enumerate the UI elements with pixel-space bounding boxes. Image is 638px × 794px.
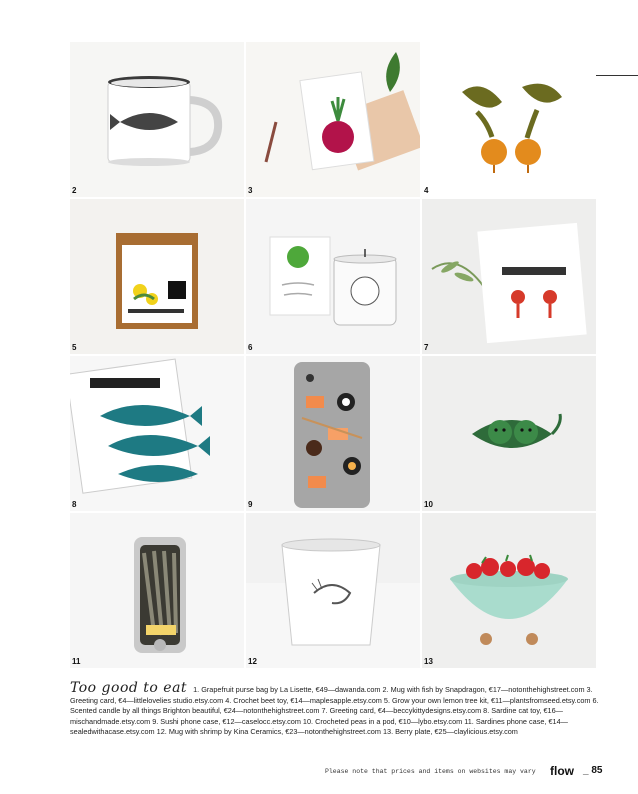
beet-card-icon (246, 42, 420, 197)
shrimp-mug-icon (246, 513, 420, 668)
product-12[interactable] (246, 513, 420, 668)
product-11[interactable] (70, 513, 244, 668)
item-number: 7 (424, 343, 429, 352)
page-footer (0, 764, 638, 780)
product-2[interactable] (70, 42, 244, 197)
fish-mug-icon (70, 42, 244, 197)
lobster-card-icon (422, 199, 596, 354)
scented-candle-icon (246, 199, 420, 354)
footer-note: Please note that prices and items on websites may vary (325, 768, 536, 775)
item-number: 2 (72, 186, 77, 195)
sardines-case-icon (70, 513, 244, 668)
caption-block (70, 680, 600, 738)
item-number: 5 (72, 343, 77, 352)
page-number: _ 85 (583, 765, 603, 776)
product-5[interactable] (70, 199, 244, 354)
product-10[interactable] (422, 356, 596, 511)
product-6[interactable] (246, 199, 420, 354)
item-number: 13 (424, 657, 433, 666)
product-grid (70, 42, 596, 668)
item-number: 4 (424, 186, 429, 195)
product-13[interactable] (422, 513, 596, 668)
product-7[interactable] (422, 199, 596, 354)
item-number: 6 (248, 343, 253, 352)
item-number: 9 (248, 500, 253, 509)
item-number: 12 (248, 657, 257, 666)
crochet-peas-icon (422, 356, 596, 511)
item-number: 8 (72, 500, 77, 509)
product-4[interactable] (422, 42, 596, 197)
product-3[interactable] (246, 42, 420, 197)
sardine-cat-toy-icon (70, 356, 244, 511)
lemon-tree-box-icon (70, 199, 244, 354)
brand-logo: flow (550, 764, 574, 778)
berry-plate-icon (422, 513, 596, 668)
sushi-phone-case-icon (246, 356, 420, 511)
crochet-beets-icon (422, 42, 596, 197)
product-9[interactable] (246, 356, 420, 511)
caption-text: 1. Grapefruit purse bag by La Lisette, €49—dawanda.com 2. Mug with fish by Snapdragon, €17—notonthehighstreet.com 3. Greeting card, €4—littlelovelies studio.etsy.com 4. Crochet beet toy, €14—maplesapple.etsy.com 5. Grow your own lemon tree kit, €11—plantsfromseed.etsy.com 6. Scented candle by all things Brighton beautiful, €24—notonthehighstreet.com 7. Greeting card, €4—beccykittydesigns.etsy.com 8. Sardine cat toy, €16—mischandmade.etsy.com 9. Sushi phone case, €12—caselocc.etsy.com 10. Crocheted peas in a pod, €10—lybo.etsy.com 11. Sardines phone case, €14—sealedwithacase.etsy.com 12. Mug with shrimp by Kina Ceramics, €23—notonthehighstreet.com 13. Berry plate, €25—claylicious.etsy.com (70, 685, 599, 737)
caption-lead: Too good to eat (70, 680, 188, 696)
item-number: 10 (424, 500, 433, 509)
item-number: 3 (248, 186, 253, 195)
item-number: 11 (72, 657, 81, 666)
product-8[interactable] (70, 356, 244, 511)
